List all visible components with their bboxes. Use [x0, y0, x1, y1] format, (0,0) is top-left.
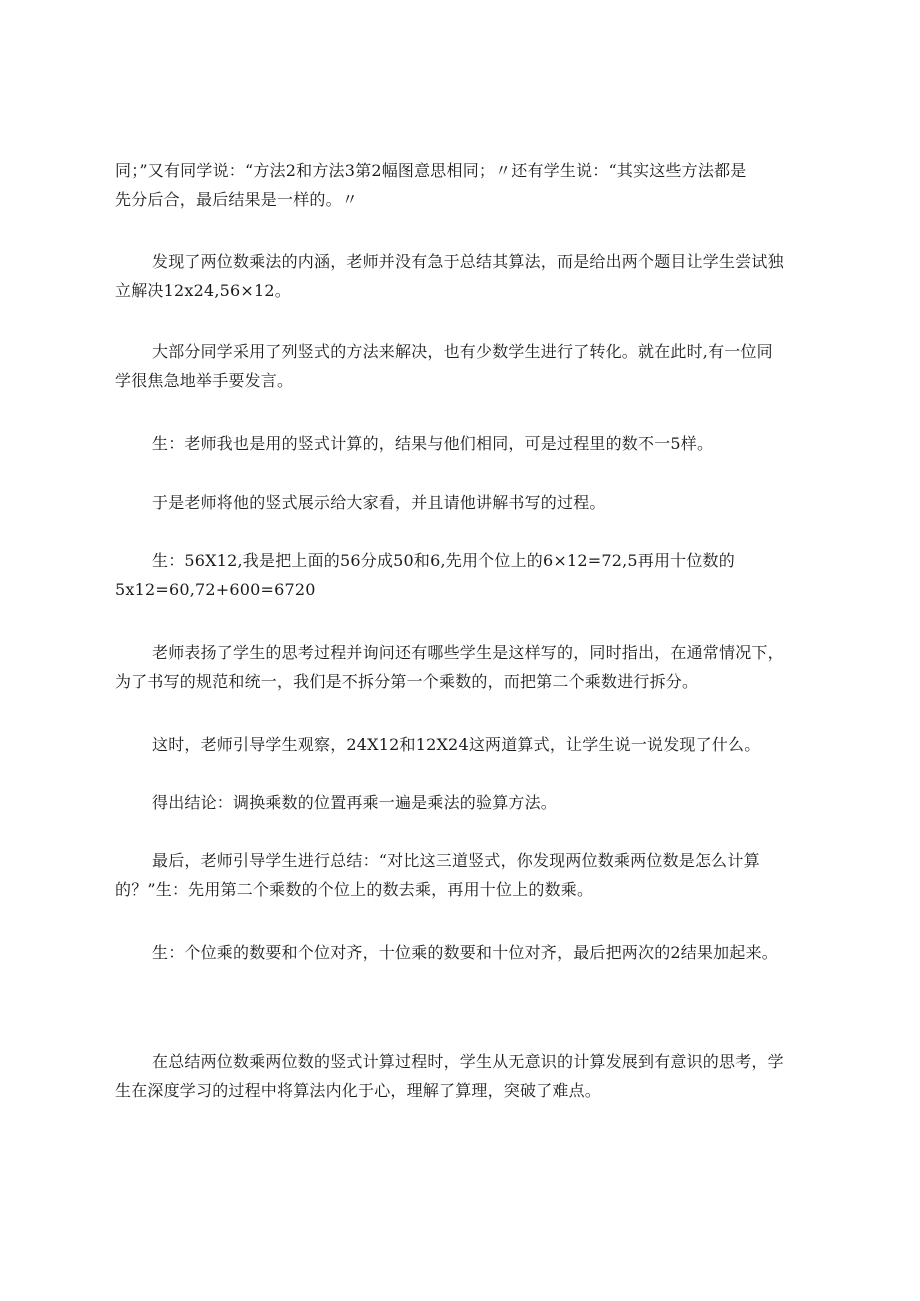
paragraph-8 [115, 730, 805, 759]
paragraph-10-line-2: 的？”生：先用第二个乘数的个位上的数去乘，再用十位上的数乘。 [115, 880, 594, 899]
paragraph-9-line-1: 得出结论：调换乘数的位置再乘一遍是乘法的验算方法。 [152, 793, 558, 812]
paragraph-6 [115, 546, 805, 604]
paragraph-7-line-2: 为了书写的规范和统一，我们是不拆分第一个乘数的，而把第二个乘数进行拆分。 [115, 672, 699, 691]
paragraph-2-line-2: 立解决12x24,56×12。 [115, 281, 291, 300]
paragraph-6-line-2: 5x12=60,72+600=6720 [115, 580, 316, 599]
paragraph-10-line-1: 最后，老师引导学生进行总结：“对比这三道竖式，你发现两位数乘两位数是怎么计算 [152, 851, 760, 870]
paragraph-3-line-1: 大部分同学采用了列竖式的方法来解决，也有少数学生进行了转化。就在此时,有一位同 [152, 342, 773, 361]
paragraph-1 [115, 156, 805, 214]
paragraph-12-line-1: 在总结两位数乘两位数的竖式计算过程时，学生从无意识的计算发展到有意识的思考，学 [152, 1052, 784, 1071]
paragraph-2 [115, 247, 805, 305]
paragraph-7-line-1: 老师表扬了学生的思考过程并询问还有哪些学生是这样写的，同时指出，在通常情况下， [152, 643, 784, 662]
paragraph-6-line-1: 生：56X12,我是把上面的56分成50和6,先用个位上的6×12=72,5再用十位数的 [152, 551, 735, 570]
paragraph-12 [115, 1047, 805, 1105]
paragraph-5-line-1: 于是老师将他的竖式展示给大家看，并且请他讲解书写的过程。 [152, 493, 606, 512]
paragraph-7 [115, 638, 805, 696]
paragraph-3 [115, 337, 805, 395]
paragraph-12-line-2: 生在深度学习的过程中将算法内化于心，理解了算理，突破了难点。 [115, 1081, 602, 1100]
paragraph-1-line-2: 先分后合，最后结果是一样的。〃 [115, 190, 359, 209]
paragraph-11-line-1: 生：个位乘的数要和个位对齐，十位乘的数要和十位对齐，最后把两次的2结果加起来。 [152, 943, 778, 962]
paragraph-3-line-2: 学很焦急地举手要发言。 [115, 371, 294, 390]
paragraph-8-line-1: 这时，老师引导学生观察，24X12和12X24这两道算式，让学生说一说发现了什么。 [152, 735, 761, 754]
paragraph-5 [115, 488, 805, 517]
paragraph-2-line-1: 发现了两位数乘法的内涵，老师并没有急于总结其算法，而是给出两个题目让学生尝试独 [152, 252, 784, 271]
paragraph-10 [115, 846, 805, 904]
paragraph-11 [115, 938, 805, 967]
paragraph-1-line-1: 同；”又有同学说：“方法2和方法3第2幅图意思相同；〃还有学生说：“其实这些方法都是 [115, 161, 747, 180]
paragraph-4 [115, 429, 805, 458]
paragraph-9 [115, 788, 805, 817]
paragraph-4-line-1: 生：老师我也是用的竖式计算的，结果与他们相同，可是过程里的数不一5样。 [152, 434, 714, 453]
